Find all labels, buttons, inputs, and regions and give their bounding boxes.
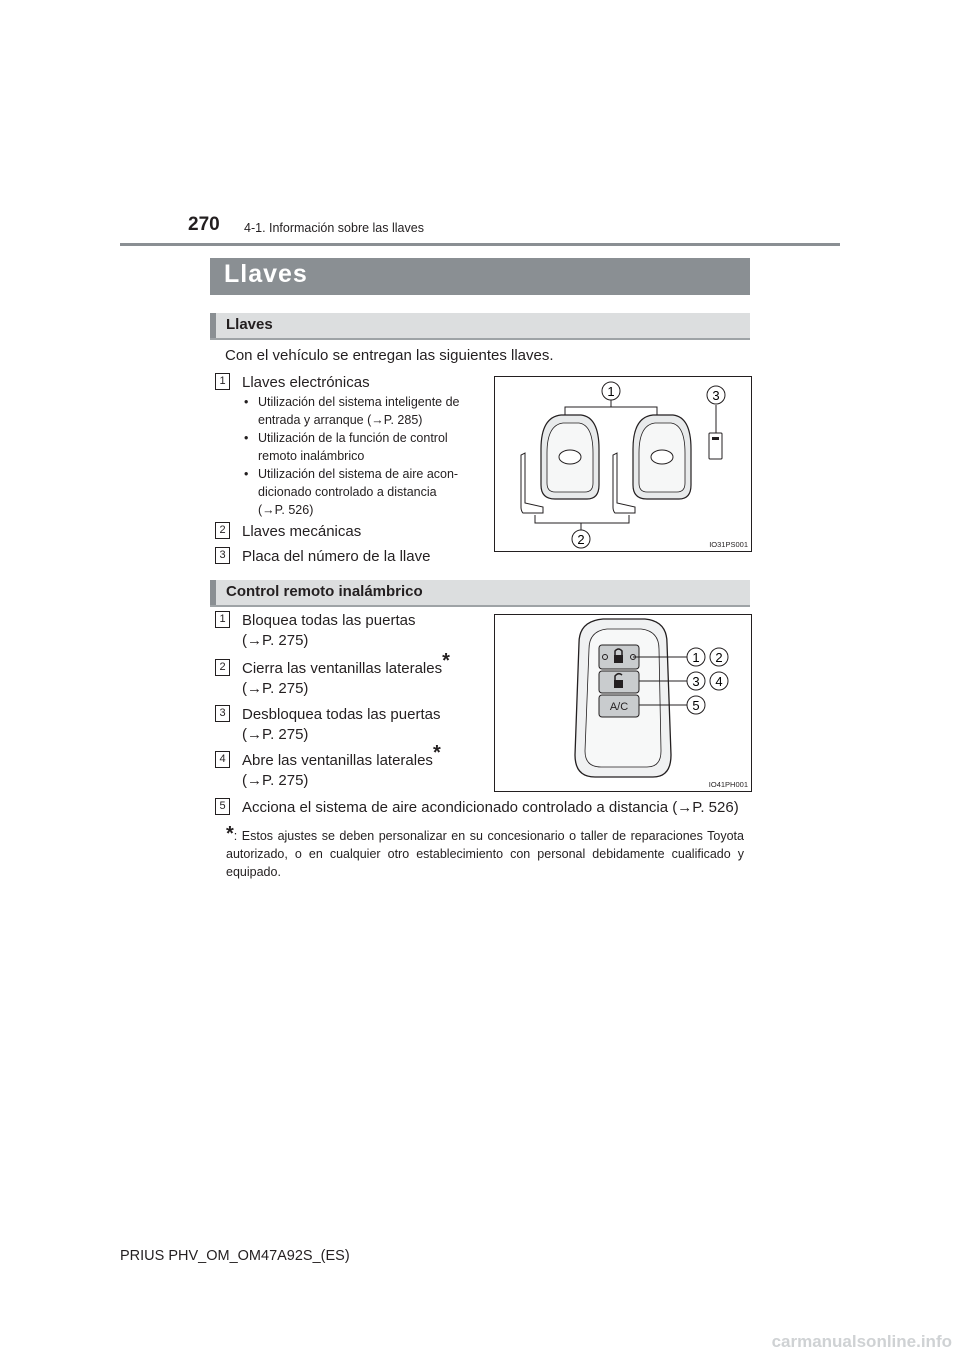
keys-item-label: Llaves mecánicas — [242, 523, 362, 540]
page-title: Llaves — [224, 260, 308, 288]
remote-figure — [494, 614, 752, 792]
callout-label: 1 — [607, 384, 615, 399]
remote-item-label: Desbloquea todas las puertas — [242, 706, 441, 723]
keys-item-label: Llaves electrónicas — [242, 374, 370, 391]
remote-item-label: Acciona el sistema de aire acondicionado controlado a distancia (→P. 526) — [242, 799, 739, 816]
footnote-text: : Estos ajustes se deben personalizar en su concesionario o taller de reparaciones Toyota autorizado, o en cualquier otro establecimiento con personal debidamente cualificado y equipado. — [226, 829, 744, 879]
callout-label: 2 — [715, 650, 723, 665]
bullet-item: • Utilización de la función de control remoto inalámbrico — [244, 431, 448, 463]
item-number: 5 — [215, 798, 230, 815]
callout-label: 5 — [692, 698, 700, 713]
remote-item-label: Bloquea todas las puertas — [242, 612, 416, 629]
footnote — [226, 825, 744, 881]
header-rule — [120, 243, 840, 246]
remote-item-label: Cierra las ventanillas laterales* — [242, 650, 450, 677]
section-heading-remote — [210, 580, 750, 607]
title-bar — [210, 258, 750, 295]
callout-label: 3 — [692, 674, 700, 689]
item-number: 3 — [215, 705, 230, 722]
footnote-marker: * — [442, 650, 450, 672]
remote-item-ref: (→P. 275) — [242, 632, 309, 649]
bullet-item: • Utilización del sistema de aire acon- dicionado controlado a distancia (→P. 526) — [244, 467, 459, 517]
keys-illustration — [495, 377, 751, 551]
item-number: 1 — [215, 373, 230, 390]
item-number: 3 — [215, 547, 230, 564]
remote-item-ref: (→P. 275) — [242, 680, 309, 697]
remote-item-ref: (→P. 275) — [242, 726, 309, 743]
figure-code: IO31PS001 — [709, 540, 748, 549]
remote-item-ref: (→P. 275) — [242, 772, 309, 789]
keys-item-label: Placa del número de la llave — [242, 548, 431, 565]
section-header: 4-1. Información sobre las llaves — [244, 221, 424, 235]
remote-item-label: Abre las ventanillas laterales* — [242, 742, 441, 769]
item-number: 4 — [215, 751, 230, 768]
section-heading-keys-label: Llaves — [226, 316, 273, 333]
remote-illustration — [495, 615, 751, 791]
callout-label: 4 — [715, 674, 723, 689]
footer-document-code: PRIUS PHV_OM_OM47A92S_(ES) — [120, 1248, 350, 1264]
figure-code: IO41PH001 — [708, 780, 748, 789]
keys-figure — [494, 376, 752, 552]
footnote-asterisk: * — [226, 823, 234, 845]
item-number: 2 — [215, 659, 230, 676]
watermark: carmanualsonline.info — [771, 1332, 952, 1351]
page-number: 270 — [188, 214, 220, 235]
ac-button-label: A/C — [609, 701, 629, 713]
footnote-marker: * — [432, 742, 441, 764]
keys-intro: Con el vehículo se entregan las siguientes llaves. — [225, 347, 554, 364]
bullet-item: • Utilización del sistema inteligente de entrada y arranque (→P. 285) — [244, 395, 460, 427]
heading-marker — [210, 313, 216, 338]
callout-label: 1 — [692, 650, 700, 665]
section-heading-remote-label: Control remoto inalámbrico — [226, 583, 423, 600]
section-heading-keys — [210, 313, 750, 340]
keys-bullet-list — [242, 393, 480, 519]
callout-label: 2 — [577, 532, 585, 547]
callout-label: 3 — [712, 388, 720, 403]
item-number: 2 — [215, 522, 230, 539]
heading-marker — [210, 580, 216, 605]
item-number: 1 — [215, 611, 230, 628]
